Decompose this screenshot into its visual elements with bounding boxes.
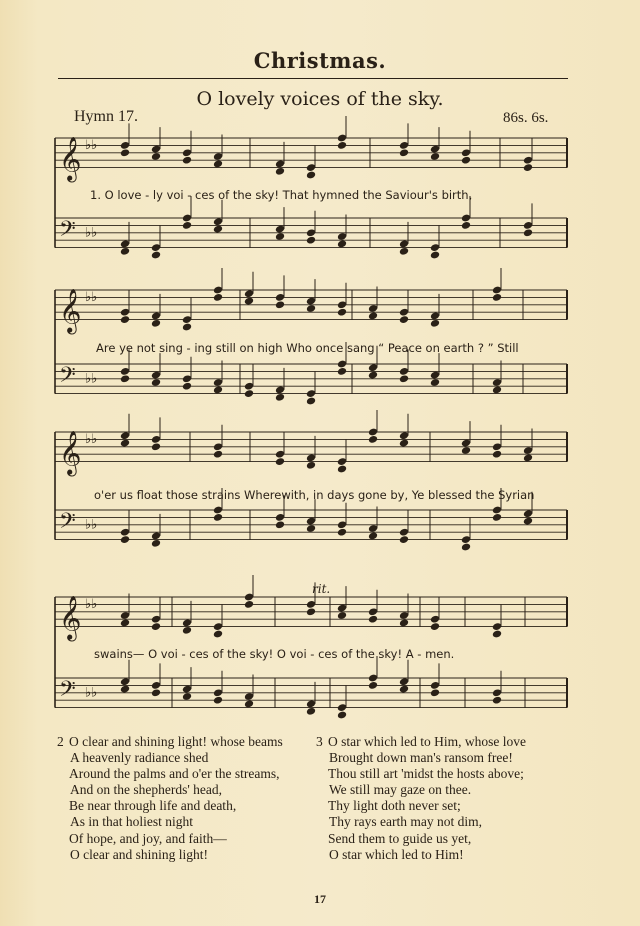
note-head xyxy=(337,611,347,620)
note-head xyxy=(492,385,502,394)
key-signature: ♭♭ xyxy=(85,138,98,154)
note-head xyxy=(151,251,161,260)
note-head xyxy=(306,236,316,245)
note-head xyxy=(244,389,254,398)
page-number: 17 xyxy=(314,892,326,906)
note-head xyxy=(337,239,347,248)
lyric-line-4: swains— O voi - ces of the sky! O voi - ces of the sky! A - men. xyxy=(94,647,455,661)
note-head xyxy=(213,630,223,639)
note-head xyxy=(182,156,192,165)
note-head xyxy=(120,439,130,448)
note-head xyxy=(461,221,471,230)
verse-text: And on the shepherds' head, xyxy=(70,782,223,798)
bass-clef: 𝄢 xyxy=(59,363,76,394)
note-head xyxy=(492,293,502,302)
note-head xyxy=(399,374,409,383)
note-head xyxy=(120,315,130,324)
note-head xyxy=(523,517,533,526)
note-head xyxy=(275,393,285,402)
verse-text: Thy light doth never set; xyxy=(328,798,461,814)
verse-line xyxy=(316,798,526,814)
key-signature: ♭♭ xyxy=(85,517,98,533)
note-head xyxy=(430,688,440,697)
note-head xyxy=(399,247,409,256)
note-head xyxy=(275,167,285,176)
note-head xyxy=(492,450,502,459)
note-head xyxy=(182,221,192,230)
note-head xyxy=(306,524,316,533)
note-head xyxy=(213,159,223,168)
note-head xyxy=(430,378,440,387)
verse-line xyxy=(57,766,283,782)
note-head xyxy=(275,457,285,466)
verse-text: Of hope, and joy, and faith— xyxy=(69,830,227,846)
note-head xyxy=(337,528,347,537)
note-head xyxy=(120,618,130,627)
note-head xyxy=(151,319,161,328)
note-head xyxy=(213,293,223,302)
verse-text: A heavenly radiance shed xyxy=(70,750,209,766)
note-head xyxy=(430,152,440,161)
verse-2 xyxy=(57,734,283,863)
verse-text: We still may gaze on thee. xyxy=(329,782,472,798)
rit-marking: rit. xyxy=(312,582,331,596)
note-head xyxy=(492,696,502,705)
lyric-line-1: 1. O love - ly voi - ces of the sky! That hymned the Saviour's birth, xyxy=(90,188,473,202)
note-head xyxy=(399,685,409,694)
note-head xyxy=(120,148,130,157)
lyric-line-2: Are ye not sing - ing still on high Who once sang “ Peace on earth ? ” Still xyxy=(96,341,519,355)
verse-line xyxy=(316,766,526,782)
note-head xyxy=(120,247,130,256)
note-head xyxy=(306,461,316,470)
verse-line xyxy=(316,750,526,766)
verse-line xyxy=(316,814,526,830)
note-head xyxy=(523,163,533,172)
bass-clef: 𝄢 xyxy=(59,509,76,540)
verse-text: O clear and shining light! whose beams xyxy=(69,734,283,749)
verse-text: O star which led to Him! xyxy=(329,846,464,862)
note-head xyxy=(182,692,192,701)
treble-clef: 𝄞 xyxy=(59,136,82,181)
note-head xyxy=(306,171,316,180)
note-head xyxy=(244,600,254,609)
hymn-title: O lovely voices of the sky. xyxy=(196,88,444,110)
note-head xyxy=(399,148,409,157)
note-head xyxy=(120,374,130,383)
note-head xyxy=(182,382,192,391)
note-head xyxy=(430,251,440,260)
hymn-number: Hymn 17. xyxy=(74,108,138,125)
note-head xyxy=(213,385,223,394)
note-head xyxy=(275,300,285,309)
verse-line xyxy=(57,750,283,766)
note-head xyxy=(275,232,285,241)
note-head xyxy=(368,371,378,380)
note-head xyxy=(399,535,409,544)
note-head xyxy=(213,513,223,522)
verse-line xyxy=(316,831,526,847)
note-head xyxy=(182,323,192,332)
verse-line xyxy=(57,847,283,863)
note-head xyxy=(151,378,161,387)
note-head xyxy=(151,622,161,631)
note-head xyxy=(306,707,316,716)
note-head xyxy=(151,688,161,697)
verse-text: Brought down man's ransom free! xyxy=(329,750,513,766)
verse-3 xyxy=(316,734,526,863)
note-head xyxy=(430,622,440,631)
verse-text: Thy rays earth may not dim, xyxy=(329,814,482,830)
key-signature: ♭♭ xyxy=(85,597,98,613)
hymn-meter: 86s. 6s. xyxy=(503,110,549,126)
note-head xyxy=(213,225,223,234)
note-head xyxy=(306,304,316,313)
note-head xyxy=(151,152,161,161)
treble-clef: 𝄞 xyxy=(59,430,82,475)
note-head xyxy=(368,435,378,444)
verse-line xyxy=(316,782,526,798)
key-signature: ♭♭ xyxy=(85,225,98,241)
note-head xyxy=(151,539,161,548)
note-head xyxy=(461,156,471,165)
lyric-line-3: o'er us float those strains Wherewith, in days gone by, Ye blessed the Syrian xyxy=(94,488,535,502)
note-head xyxy=(337,367,347,376)
note-head xyxy=(244,297,254,306)
note-head xyxy=(368,311,378,320)
note-head xyxy=(461,446,471,455)
verse-text: Thou still art 'midst the hosts above; xyxy=(328,766,524,782)
note-head xyxy=(275,520,285,529)
note-head xyxy=(182,626,192,635)
note-head xyxy=(399,439,409,448)
verse-line xyxy=(316,847,526,863)
section-title: Christmas. xyxy=(253,48,387,73)
note-head xyxy=(399,315,409,324)
note-head xyxy=(461,543,471,552)
verse-text: Send them to guide us yet, xyxy=(328,830,472,846)
note-head xyxy=(368,531,378,540)
note-head xyxy=(492,630,502,639)
verse-text: As in that holiest night xyxy=(70,814,193,830)
treble-clef: 𝄞 xyxy=(59,288,82,333)
bass-clef: 𝄢 xyxy=(59,677,76,708)
key-signature: ♭♭ xyxy=(85,685,98,701)
verse-line xyxy=(57,798,283,814)
note-head xyxy=(368,615,378,624)
note-head xyxy=(492,513,502,522)
note-head xyxy=(120,685,130,694)
verse-text: O star which led to Him, whose love xyxy=(328,734,526,749)
note-head xyxy=(430,319,440,328)
note-head xyxy=(151,442,161,451)
note-head xyxy=(337,465,347,474)
key-signature: ♭♭ xyxy=(85,432,98,448)
note-head xyxy=(213,450,223,459)
verse-number: 3 xyxy=(316,734,323,749)
note-head xyxy=(523,453,533,462)
note-head xyxy=(368,681,378,690)
note-head xyxy=(213,696,223,705)
note-head xyxy=(306,397,316,406)
treble-clef: 𝄞 xyxy=(59,595,82,640)
note-head xyxy=(399,618,409,627)
verse-line xyxy=(57,814,283,830)
key-signature: ♭♭ xyxy=(85,371,98,387)
note-head xyxy=(523,228,533,237)
verse-text: Around the palms and o'er the streams, xyxy=(69,766,280,782)
note-head xyxy=(337,141,347,150)
note-head xyxy=(244,699,254,708)
verse-line xyxy=(57,734,283,750)
bass-clef: 𝄢 xyxy=(59,217,76,248)
verse-number: 2 xyxy=(57,734,64,749)
note-head xyxy=(120,535,130,544)
verse-line xyxy=(316,734,526,750)
key-signature: ♭♭ xyxy=(85,290,98,306)
note-head xyxy=(337,308,347,317)
note-head xyxy=(306,607,316,616)
verse-line xyxy=(57,831,283,847)
verse-text: Be near through life and death, xyxy=(69,798,237,814)
verse-line xyxy=(57,782,283,798)
note-head xyxy=(337,711,347,720)
verse-text: O clear and shining light! xyxy=(70,846,208,862)
